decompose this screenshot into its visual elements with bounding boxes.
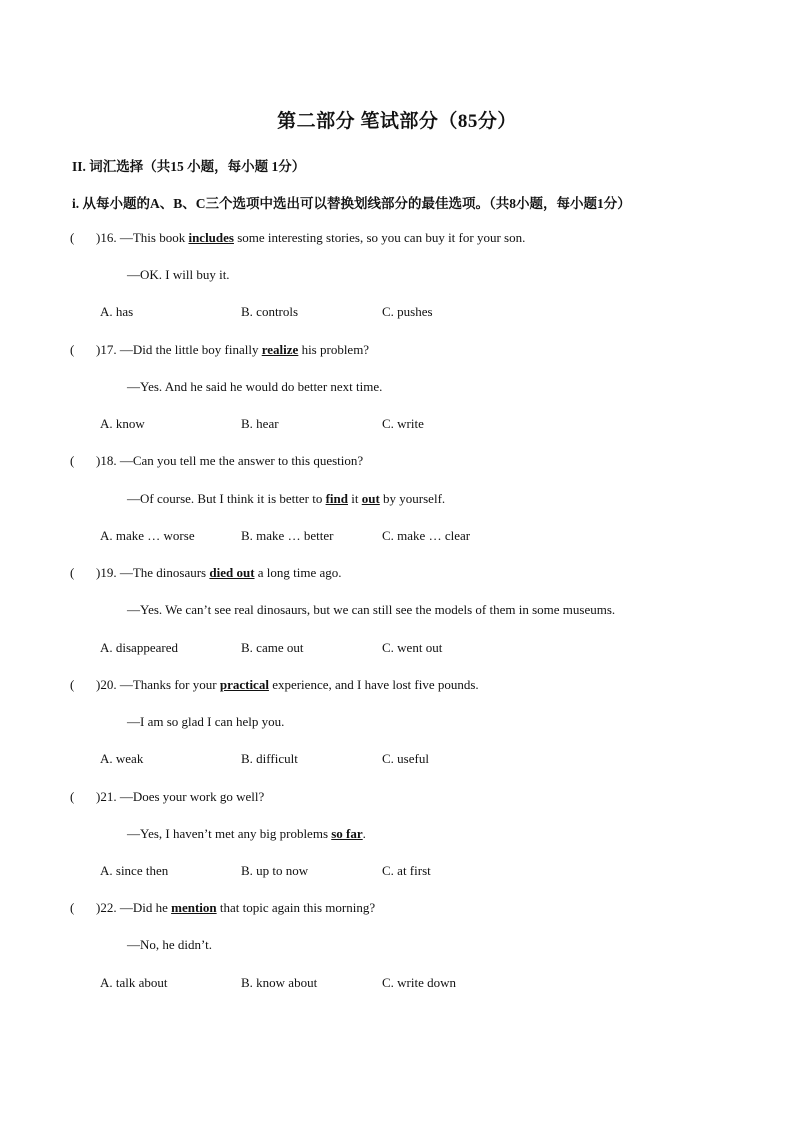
question-prompt [70,453,363,469]
question-response [127,379,382,395]
option-choice: A. has [100,304,134,320]
section-heading: II. 词汇选择（共15 小题，每小题 1分） [72,159,306,174]
options-row [100,416,523,432]
prompt-text: )17. —Did the little boy finally [96,341,262,357]
question-prompt [70,565,342,581]
option-choice: C. useful [382,751,429,767]
underlined-word: realize [261,341,299,357]
response-text: —Yes. And he said he would do better next time. [127,378,383,394]
option-choice: A. talk about [100,974,168,990]
prompt-text: )22. —Did he [96,900,172,916]
response-text: —I am so glad I can help you. [127,714,285,729]
prompt-text: )18. —Can you tell me the answer to this question? [96,453,364,469]
option-choice: B. hear [241,416,279,432]
options-row [100,863,523,879]
response-text: —Yes. We can’t see real dinosaurs, but we can still see the models of them in some museums. [127,602,616,618]
option-choice: A. since then [100,862,169,878]
prompt-text: some interesting stories, so you can buy it for your son. [233,230,526,245]
option-choice: C. write [382,416,424,432]
options-row [100,528,523,544]
answer-blank: ( [70,788,75,804]
question-prompt [70,230,525,246]
question-prompt [70,789,264,805]
option-choice: C. make … clear [382,527,471,543]
prompt-text: )19. —The dinosaurs [96,565,210,581]
options-row [100,751,523,767]
answer-blank: ( [70,900,75,916]
answer-blank: ( [70,230,75,245]
prompt-text: a long time ago. [254,565,342,581]
options-row [100,975,523,991]
prompt-text: )20. —Thanks for your [96,676,220,692]
answer-blank: ( [70,341,75,357]
section-instruction: i. 从每小题的A、B、C三个选项中选出可以替换划线部分的最佳选项。（共8小题，每小题1分） [72,196,631,211]
option-choice: C. went out [382,639,443,655]
question-response [127,937,212,953]
option-choice: A. make … worse [100,527,195,543]
response-text: —Of course. But I think it is better to [127,490,326,506]
option-choice: B. up to now [241,862,309,878]
response-text: it [348,490,362,506]
option-choice: C. pushes [382,304,433,320]
option-choice: A. weak [100,751,144,767]
option-choice: B. controls [241,304,299,320]
question-response [127,826,366,842]
prompt-text: )16. —This book [96,230,189,245]
option-choice: A. know [100,416,145,432]
prompt-text: his problem? [298,341,370,357]
question-response [127,602,615,618]
question-prompt [70,900,375,916]
underlined-word: so far [331,825,363,841]
prompt-text: that topic again this morning? [216,900,376,916]
answer-blank: ( [70,565,75,581]
option-choice: C. write down [382,974,457,990]
response-text: —OK. I will buy it. [127,267,230,283]
answer-blank: ( [70,676,75,692]
question-response [127,267,230,283]
underlined-word: died out [209,565,255,581]
underlined-word: includes [188,230,234,245]
options-row [100,304,523,320]
question-response [127,714,284,730]
option-choice: B. know about [241,974,318,990]
option-choice: B. make … better [241,527,334,543]
underlined-word: practical [219,676,269,692]
response-text: . [362,825,366,841]
underlined-word: out [361,490,380,506]
question-prompt [70,342,369,358]
option-choice: A. disappeared [100,639,178,655]
underlined-word: find [325,490,348,506]
question-response [127,491,445,507]
response-text: —No, he didn’t. [127,937,212,953]
response-text: by yourself. [379,490,446,506]
option-choice: B. came out [241,639,304,655]
question-prompt [70,677,479,693]
prompt-text: experience, and I have lost five pounds. [268,676,479,692]
response-text: —Yes, I haven’t met any big problems [127,825,332,841]
options-row [100,640,523,656]
option-choice: B. difficult [241,751,298,767]
page-title: 第二部分 笔试部分（85分） [277,111,517,132]
option-choice: C. at first [382,862,431,878]
prompt-text: )21. —Does your work go well? [96,788,265,804]
underlined-word: mention [171,900,217,916]
answer-blank: ( [70,453,75,469]
